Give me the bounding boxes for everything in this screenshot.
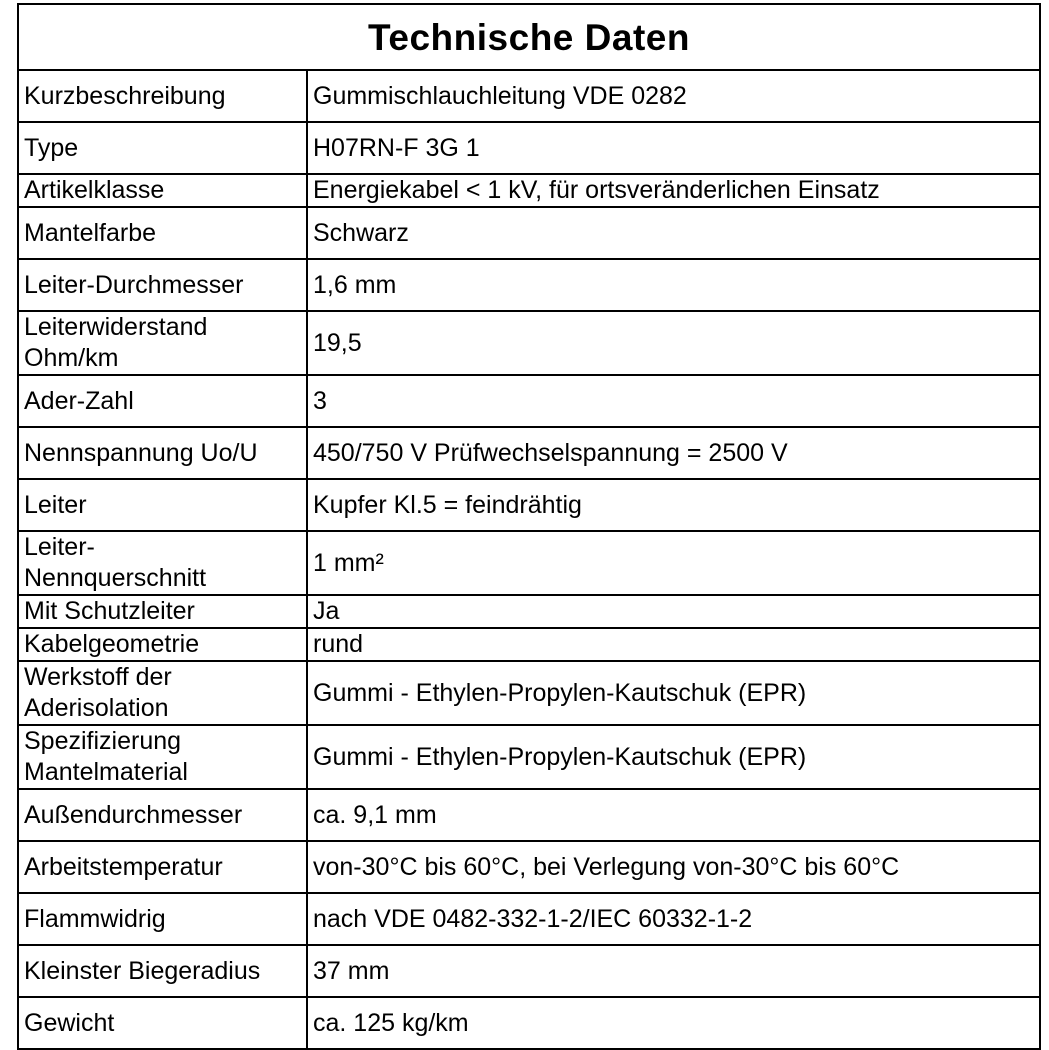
- table-row: [18, 375, 1040, 427]
- row-value: Schwarz: [307, 207, 1040, 259]
- row-label: Leiter-Durchmesser: [18, 259, 307, 311]
- table-row: [18, 70, 1040, 122]
- table-row: [18, 531, 1040, 595]
- row-label: Leiter: [18, 479, 307, 531]
- table-row: [18, 893, 1040, 945]
- row-label: Gewicht: [18, 997, 307, 1049]
- row-value: 1,6 mm: [307, 259, 1040, 311]
- row-value: H07RN-F 3G 1: [307, 122, 1040, 174]
- row-label: Type: [18, 122, 307, 174]
- table-row: [18, 661, 1040, 725]
- row-value: 3: [307, 375, 1040, 427]
- row-label: Artikelklasse: [18, 174, 307, 207]
- table-row: [18, 174, 1040, 207]
- row-value: Gummi - Ethylen-Propylen-Kautschuk (EPR): [307, 661, 1040, 725]
- row-value: von-30°C bis 60°C, bei Verlegung von-30°C bis 60°C: [307, 841, 1040, 893]
- row-value: 1 mm²: [307, 531, 1040, 595]
- row-label: Leiterwiderstand Ohm/km: [18, 311, 307, 375]
- row-label: Kurzbeschreibung: [18, 70, 307, 122]
- table-row: [18, 259, 1040, 311]
- table-row: [18, 207, 1040, 259]
- row-value: Kupfer Kl.5 = feindrähtig: [307, 479, 1040, 531]
- table-row: [18, 595, 1040, 628]
- table-row: [18, 628, 1040, 661]
- row-value: Gummi - Ethylen-Propylen-Kautschuk (EPR): [307, 725, 1040, 789]
- row-label: Arbeitstemperatur: [18, 841, 307, 893]
- row-value: rund: [307, 628, 1040, 661]
- row-label: Mit Schutzleiter: [18, 595, 307, 628]
- row-label: Leiter- Nennquerschnitt: [18, 531, 307, 595]
- row-value: ca. 125 kg/km: [307, 997, 1040, 1049]
- table-row: [18, 945, 1040, 997]
- row-value: Gummischlauchleitung VDE 0282: [307, 70, 1040, 122]
- row-label: Flammwidrig: [18, 893, 307, 945]
- table-row: [18, 725, 1040, 789]
- table-title: Technische Daten: [18, 4, 1040, 70]
- table-row: [18, 997, 1040, 1049]
- row-value: nach VDE 0482-332-1-2/IEC 60332-1-2: [307, 893, 1040, 945]
- row-label: Außendurchmesser: [18, 789, 307, 841]
- row-label: Kabelgeometrie: [18, 628, 307, 661]
- row-label: Ader-Zahl: [18, 375, 307, 427]
- row-label: Nennspannung Uo/U: [18, 427, 307, 479]
- table-row: [18, 427, 1040, 479]
- row-label: Spezifizierung Mantelmaterial: [18, 725, 307, 789]
- title-row: [18, 4, 1040, 70]
- technical-data-table: [17, 3, 1041, 1050]
- table-row: [18, 311, 1040, 375]
- row-value: Energiekabel < 1 kV, für ortsveränderlichen Einsatz: [307, 174, 1040, 207]
- table-row: [18, 479, 1040, 531]
- table-row: [18, 841, 1040, 893]
- row-label: Kleinster Biegeradius: [18, 945, 307, 997]
- table-row: [18, 122, 1040, 174]
- row-label: Werkstoff der Aderisolation: [18, 661, 307, 725]
- row-value: Ja: [307, 595, 1040, 628]
- table-row: [18, 789, 1040, 841]
- row-label: Mantelfarbe: [18, 207, 307, 259]
- row-value: 37 mm: [307, 945, 1040, 997]
- row-value: 450/750 V Prüfwechselspannung = 2500 V: [307, 427, 1040, 479]
- row-value: 19,5: [307, 311, 1040, 375]
- row-value: ca. 9,1 mm: [307, 789, 1040, 841]
